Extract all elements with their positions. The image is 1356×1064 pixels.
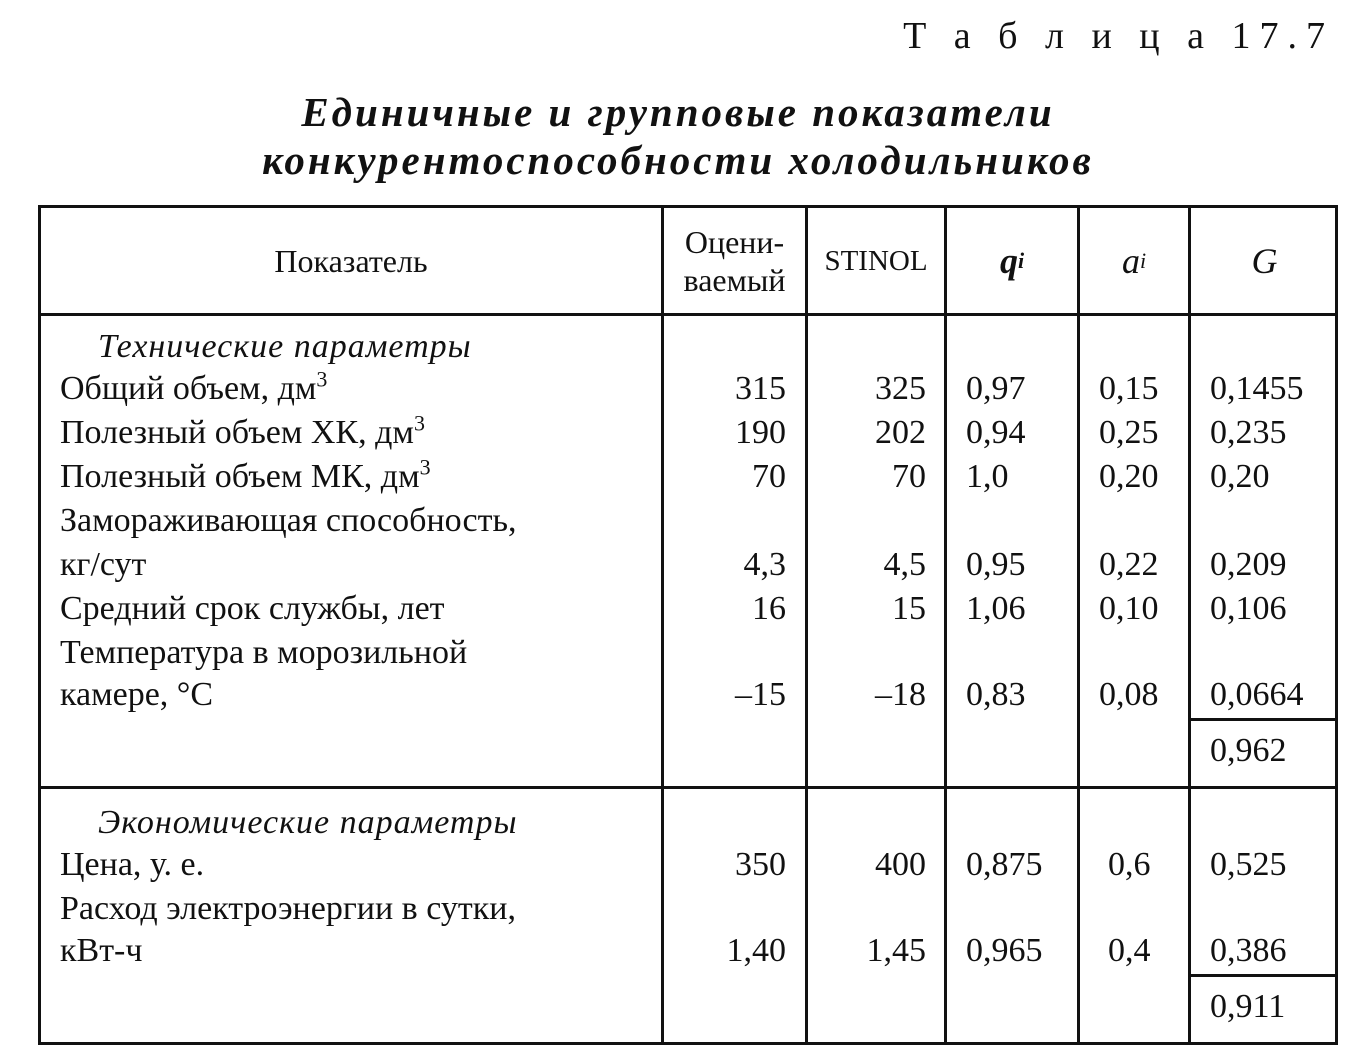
cell-stinol: 70 [892,458,926,495]
column-divider [944,205,947,1045]
cell-stinol: –18 [875,676,926,713]
cell-g: 0,209 [1210,546,1287,583]
cell-g: 0,1455 [1210,370,1304,407]
title-line-1: Единичные и групповые показатели [301,89,1055,135]
title-line-2: конкурентоспособности холодильников [262,137,1094,183]
cell-a: 0,25 [1099,414,1159,451]
header-indicator: Показатель [274,243,428,279]
header-evaluated [664,208,805,314]
header-g: G [1251,241,1278,281]
cell-a: 0,20 [1099,458,1159,495]
column-divider [1077,205,1080,1045]
row-name-continuation: кВт-ч [60,932,143,969]
cell-a: 0,15 [1099,370,1159,407]
cell-g: 0,525 [1210,846,1287,883]
section-title-economic: Экономические параметры [98,804,518,841]
cell-stinol: 400 [875,846,926,883]
cell-q: 0,965 [966,932,1043,969]
cell-evaluated: 190 [735,414,786,451]
header-evaluated-line1: Оцени- [684,224,785,260]
row-name-continuation: камере, °С [60,676,214,713]
cell-g: 0,0664 [1210,676,1304,713]
cell-a: 0,08 [1099,676,1159,713]
section-title-technical: Технические параметры [98,328,472,365]
cell-g: 0,386 [1210,932,1287,969]
row-name-text: Полезный объем ХК, дм [60,414,414,451]
cell-stinol: 1,45 [866,932,926,969]
subtotal-rule [1188,718,1338,721]
header-q [947,208,1077,314]
header-q-symbol: q [999,241,1018,281]
header-a [1080,208,1188,314]
header-q-sub: i [1017,248,1025,273]
cell-q: 1,0 [966,458,1009,495]
row-name-sup: 3 [413,410,425,436]
cell-stinol: 15 [892,590,926,627]
cell-a: 0,6 [1108,846,1151,883]
cell-q: 0,83 [966,676,1026,713]
cell-evaluated: –15 [735,676,786,713]
header-evaluated-line2: ваемый [683,262,786,298]
cell-evaluated: 4,3 [743,546,786,583]
row-name [60,367,327,411]
header-a-symbol: a [1121,241,1140,281]
row-name [60,411,425,455]
subtotal-rule [1188,974,1338,977]
header-stinol: STINOL [824,245,928,277]
row-name: Замораживающая способность, [60,502,517,539]
row-name: Расход электроэнергии в сутки, [60,890,516,927]
cell-q: 0,94 [966,414,1026,451]
row-name-continuation: кг/сут [60,546,147,583]
row-name-sup: 3 [419,454,431,480]
section-divider [38,786,1338,789]
row-name-text: Общий объем, дм [60,370,317,407]
cell-a: 0,4 [1108,932,1151,969]
cell-evaluated: 1,40 [726,932,786,969]
cell-q: 0,97 [966,370,1026,407]
cell-evaluated: 350 [735,846,786,883]
cell-evaluated: 315 [735,370,786,407]
row-name: Температура в морозильной [60,634,468,671]
header-a-sub: i [1139,248,1147,273]
row-name-sup: 3 [316,366,328,392]
cell-q: 0,95 [966,546,1026,583]
cell-a: 0,10 [1099,590,1159,627]
technical-total: 0,962 [1210,732,1287,769]
row-name-text: Полезный объем МК, дм [60,458,420,495]
cell-g: 0,106 [1210,590,1287,627]
column-divider [1188,205,1191,1045]
cell-q: 0,875 [966,846,1043,883]
economic-total: 0,911 [1210,988,1286,1025]
cell-evaluated: 16 [752,590,786,627]
table-number: Т а б л и ц а 17.7 [903,15,1334,57]
cell-evaluated: 70 [752,458,786,495]
cell-g: 0,235 [1210,414,1287,451]
cell-stinol: 325 [875,370,926,407]
row-name [60,455,431,499]
row-name: Средний срок службы, лет [60,590,445,627]
cell-q: 1,06 [966,590,1026,627]
cell-a: 0,22 [1099,546,1159,583]
cell-stinol: 4,5 [883,546,926,583]
cell-g: 0,20 [1210,458,1270,495]
table-title [0,88,1356,184]
row-name: Цена, у. е. [60,846,205,883]
cell-stinol: 202 [875,414,926,451]
